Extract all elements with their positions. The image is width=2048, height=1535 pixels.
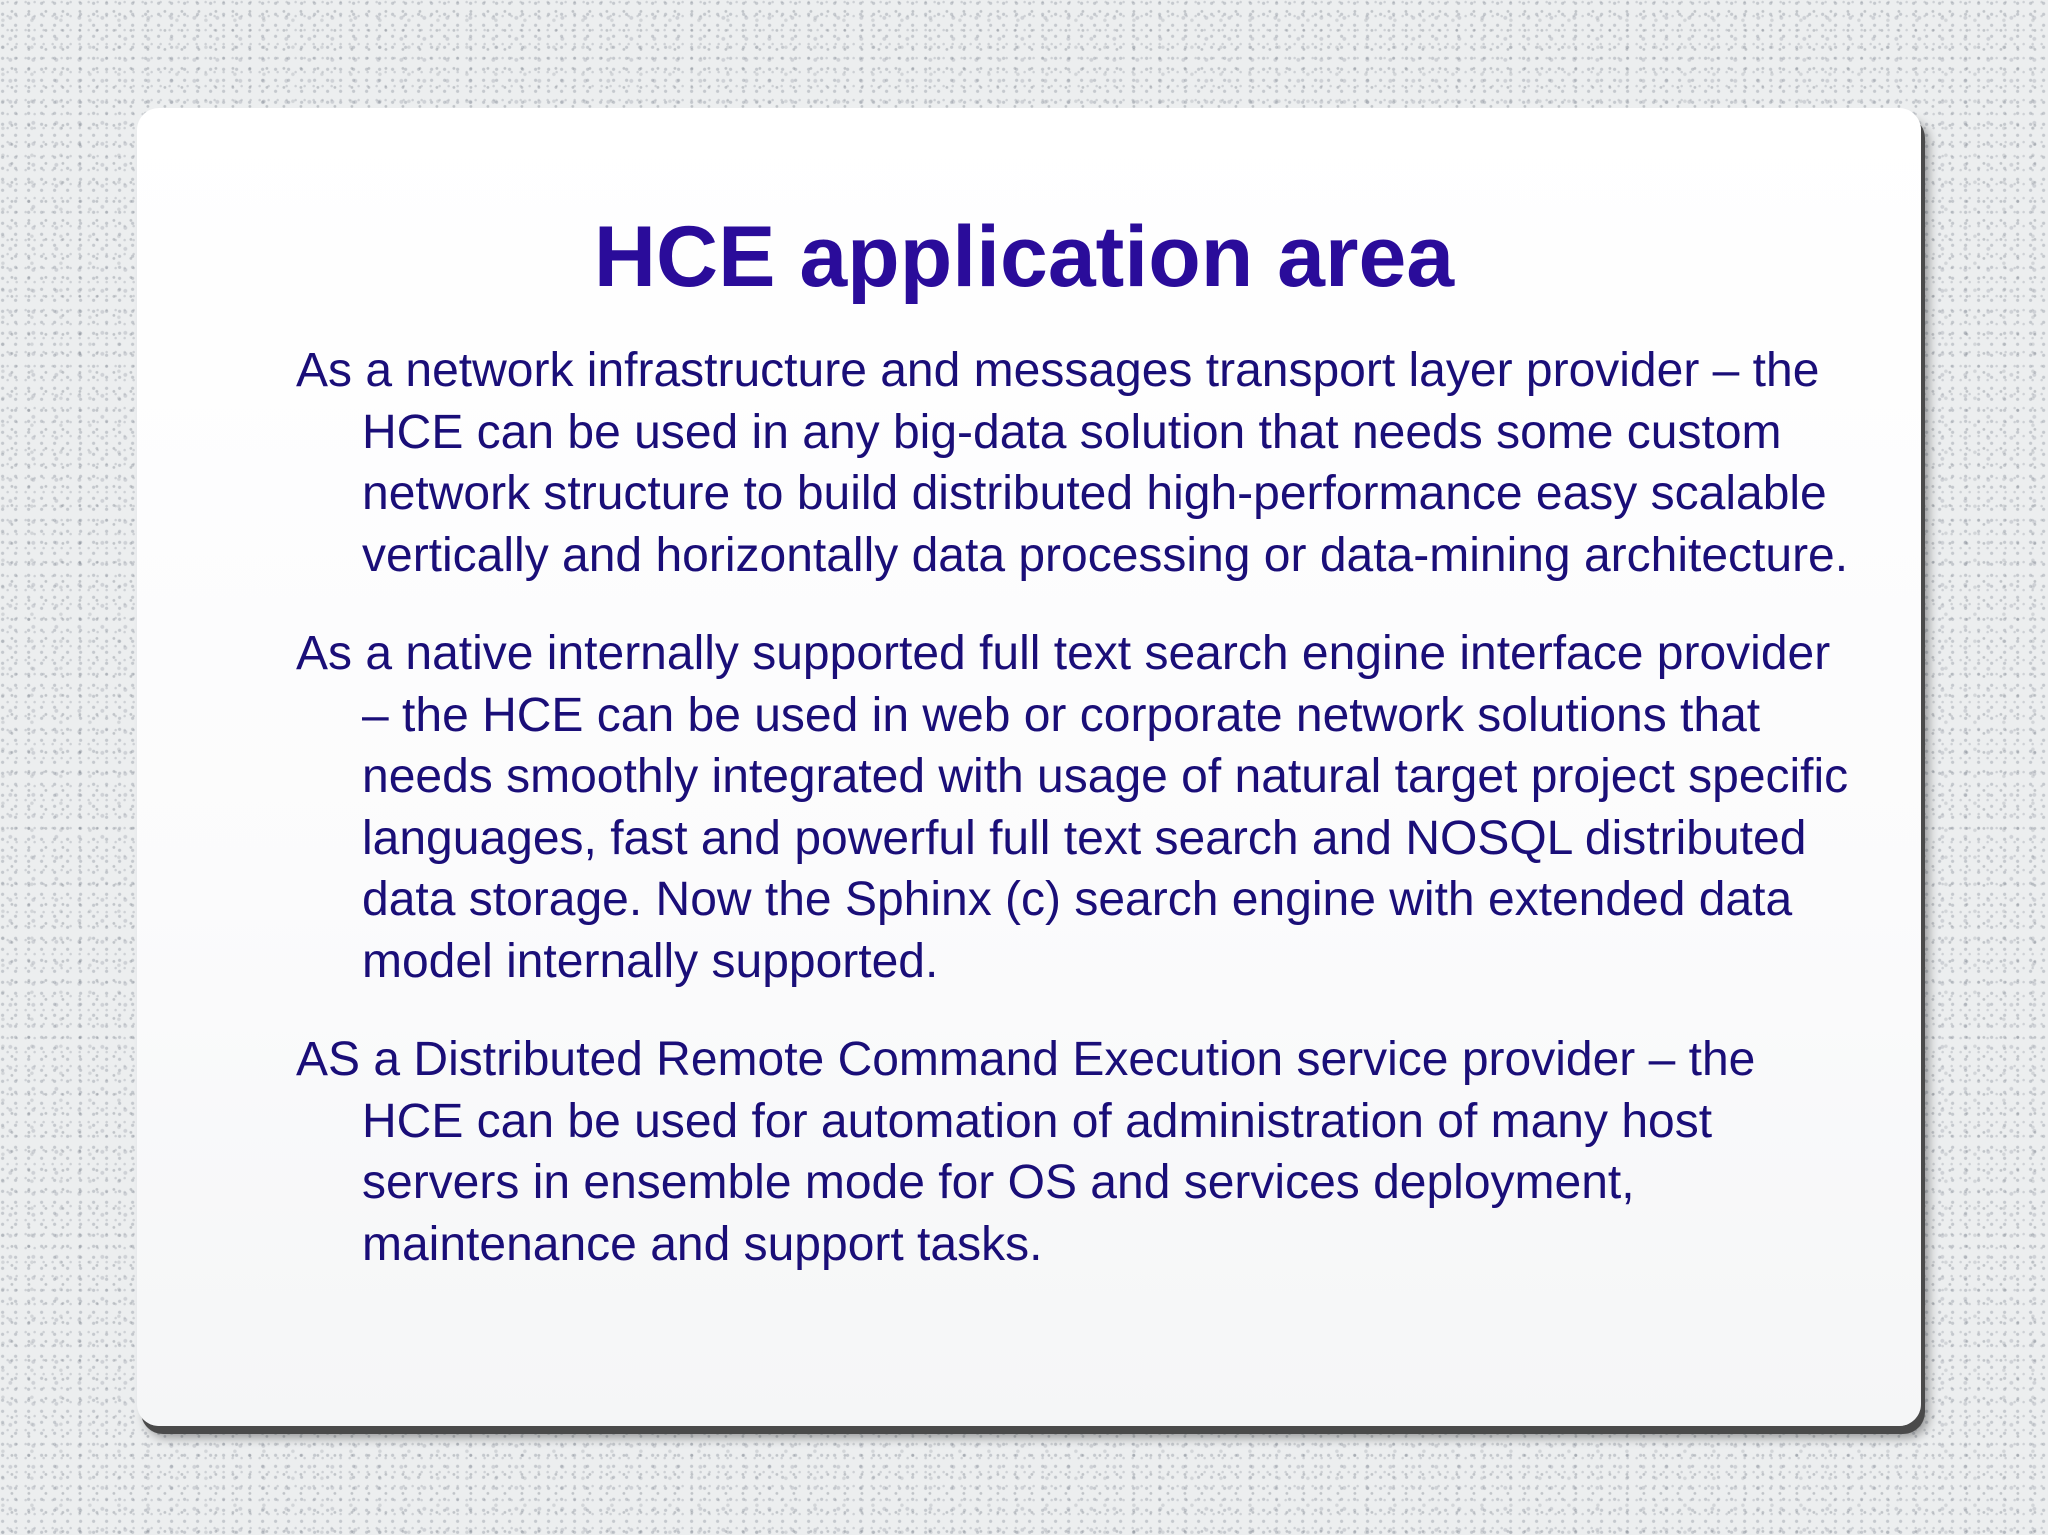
slide-title: HCE application area <box>593 209 1455 305</box>
paragraph-search-engine-provider: As a native internally supported full text search engine interface provider – the HCE can be used in web or corporate network solutions that needs smoothly integrated with usage of natural target project specific languages, fast and powerful full text search and NOSQL distributed data storage. Now the Sphinx (c) search engine with extended data model internally supported. <box>296 627 1849 988</box>
paragraph-network-provider: As a network infrastructure and messages transport layer provider – the HCE can be used in any big-data solution that needs some custom network structure to build distributed high-performance easy scalable vertically and horizontally data processing or data-mining architecture. <box>296 344 1849 582</box>
paragraph-remote-command-provider: AS a Distributed Remote Command Execution service provider – the HCE can be used for automation of administration of many host servers in ensemble mode for OS and services deployment, maintenance and support tasks. <box>296 1033 1756 1271</box>
slide-body <box>296 340 1866 1312</box>
